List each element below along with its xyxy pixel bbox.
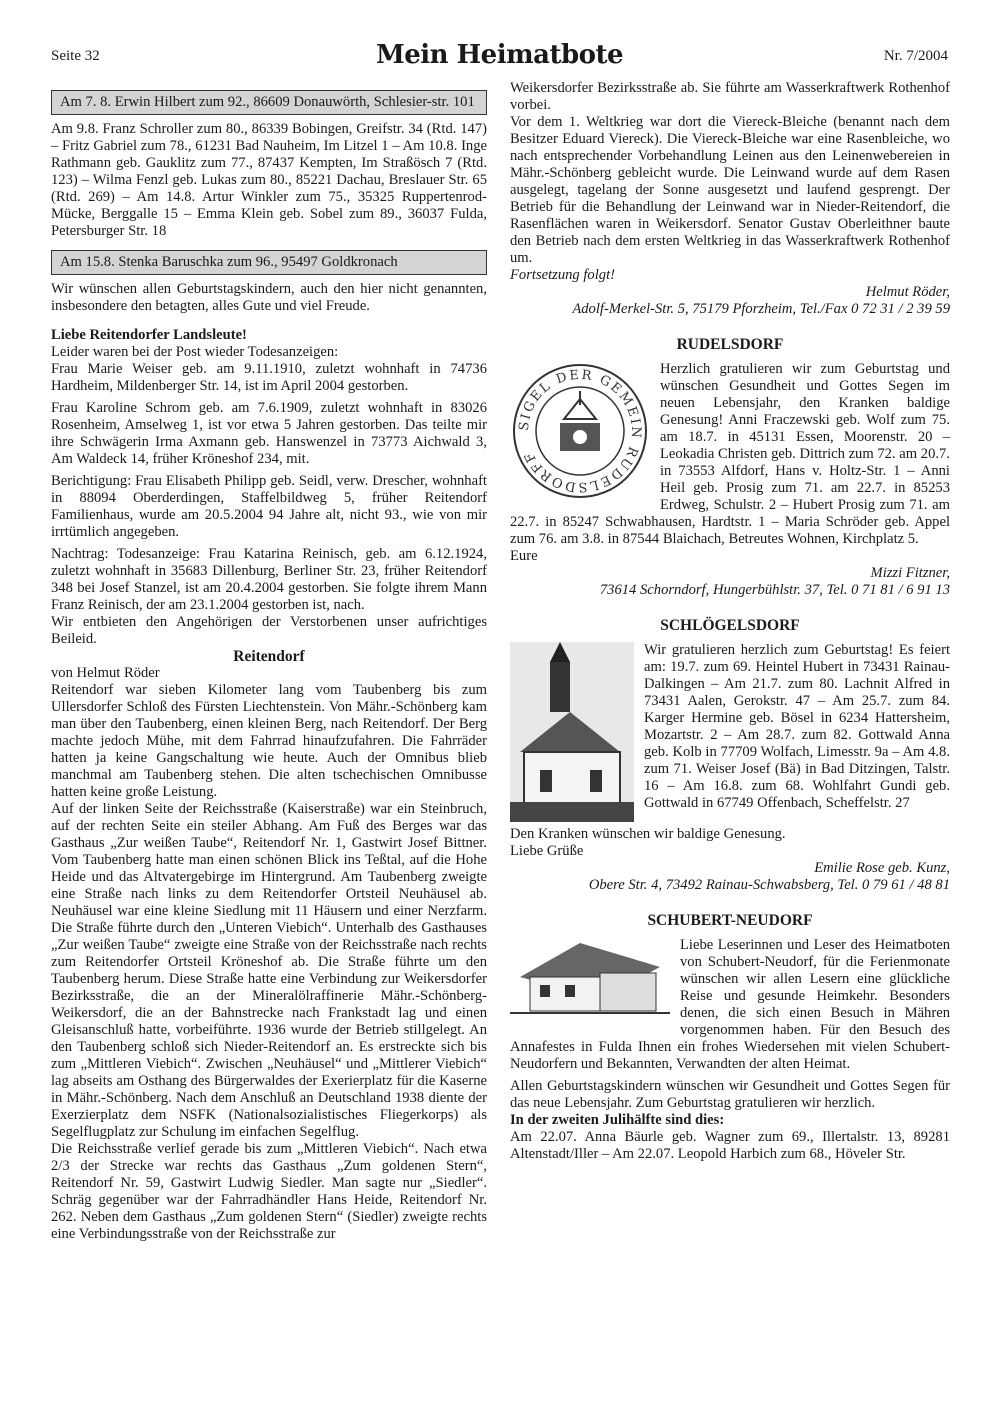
signature-fitzner-name: Mizzi Fitzner, xyxy=(870,565,950,581)
rudelsdorf-seal-image xyxy=(510,361,650,501)
right-column xyxy=(510,80,950,1163)
rudelsdorf-section xyxy=(510,361,950,548)
article-continuation: Weikersdorfer Bezirksstraße ab. Sie führte am Wasserkraftwerk Rothenhof vorbei. xyxy=(510,80,950,113)
bleach-paragraph: Vor dem 1. Weltkrieg war dort die Viereck-Bleiche (benannt nach dem Besitzer Eduard Viereck). Die Viereck-Bleiche war eine Rasenbleiche, wo nach entsprechender Vorbehandlung Leinen aus den Leinenwebereien in Mähr.-Schönberg gebleicht wurde. Die Leinwand wurde auf dem Rasen ausgelegt, tagelang der Sonne ausgesetzt und laufend gesprengt. Der Betrieb für die Behandlung der Leinwand war in Nieder-Reitendorf, die Rasenflächen waren in Weikersdorf. Senator Gustav Oberleithner baute den Betrieb nach dem ersten Weltkrieg in das Wasserkraftwerk Rothenhof um. xyxy=(510,114,950,266)
heading-rudelsdorf: RUDELSDORF xyxy=(676,336,784,353)
heading-schubert-neudorf: SCHUBERT-NEUDORF xyxy=(647,912,813,929)
schloegelsdorf-section xyxy=(510,642,950,826)
correction-note: Berichtigung: Frau Elisabeth Philipp geb. Seidl, verw. Drescher, wohnhaft in 88094 Oberderdingen, Staffelbildweg 5, früher Reitendorf Familienhaus, wurde am 20.5.2004 94 Jahre alt, nicht 93., wie von mir irrtümlich angegeben. xyxy=(51,473,487,540)
get-well-text: Den Kranken wünschen wir baldige Genesung. xyxy=(510,826,786,842)
birthday-last-line: Am 22.07. Anna Bäurle geb. Wagner zum 69., Illertalstr. 13, 89281 Altenstadt/Iller – Am 22.07. Leopold Harbich zum 68., Höveler Str. xyxy=(510,1129,950,1162)
signature-roeder-address: Adolf-Merkel-Str. 5, 75179 Pforzheim, Tel./Fax 0 72 31 / 2 39 59 xyxy=(572,301,950,317)
section-title-reitendorf: Reitendorf xyxy=(233,648,305,665)
schloegelsdorf-text: Wir gratulieren herzlich zum Geburtstag! Es feiert am: 19.7. zum 69. Heintel Hubert in 73431 Rainau-Dalkingen – Am 21.7. zum 80. Lachnit Alfred in 73431 Aalen, Gerokstr. 47 – Am 25.7. zum 84. Karger Hermine geb. Bösel in 6234 Hattersheim, Mozartstr. 2 – Am 28.7. zum 82. Gottwald Anna geb. Kolb in 77709 Wolfach, Limesstr. 9a – Am 4.8. zum 71. Weiser Josef (Bä) in Bad Ditzingen, Talstr. 16 – Am 16.8. zum 68. Wohlfahrt Gundi geb. Gottwald in 67749 Offenbach, Scheffelstr. 27 xyxy=(644,642,950,811)
article-paragraph-1: Reitendorf war sieben Kilometer lang vom Taubenberg bis zum Ullersdorfer Schloß des Fürsten Liechtenstein. Von Mähr.-Schönberg kam man über den Taubenberg, einen kleinen Berg, nach Reitendorf. Der Berg machte jedoch Mühe, mit dem Fahrrad hinaufzufahren. Die Fahrräder hatten ja keine Gangschaltung wie heute. Auch der Omnibus blieb manchmal am Taubenberg stehen. Die alten tschechischen Omnibusse hatten keine große Leistung. xyxy=(51,682,487,800)
church-image xyxy=(510,642,634,822)
wishes-text: Wir wünschen allen Geburtstagskindern, auch den hier nicht genannten, insbesondere den betagten, alles Gute und viel Freude. xyxy=(51,281,487,314)
eure-label: Eure xyxy=(510,548,538,564)
obituary-2: Frau Karoline Schrom geb. am 7.6.1909, zuletzt wohnhaft in 83026 Rosenheim, Amselweg 1, ist vor etwa 5 Jahren gestorben. Das teilte mir ihre Schwägerin Irma Axmann geb. Hanswenzel in 73773 Aichwald 3, Am Waldeck 14, früher Kröneshof 234, mit. xyxy=(51,400,487,467)
obituary-1: Frau Marie Weiser geb. am 9.11.1910, zuletzt wohnhaft in 74736 Hardheim, Mildenberger Str. 14, ist im April 2004 gestorben. xyxy=(51,361,487,394)
signature-fitzner-address: 73614 Schorndorf, Hungerbühlstr. 37, Tel. 0 71 81 / 6 91 13 xyxy=(599,582,950,598)
article-paragraph-3: Die Reichsstraße verlief gerade bis zum „Mittleren Viebich“. Nach etwa 2/3 der Strecke war rechts das Gasthaus „Zum goldenen Stern“, Reitendorf Nr. 59, Gastwirt Ludwig Siedler. Man sagte nur „Siedler“. Schräg gegenüber war der Fahrradhändler Hans Heide, Reitendorf Nr. 262. Neben dem Gasthaus „Zum goldenen Stern“ (Siedler) zweigte rechts eine Verbindungsstraße von der Reichsstraße zur xyxy=(51,1141,487,1242)
schubert-text: Liebe Leserinnen und Leser des Heimatboten von Schubert-Neudorf, für die Ferienmonate wünschen wir allen Lesern eine glückliche Reise und gesunde Heimkehr. Besonders denen, die sich einen Besuch in Mähren vorgenommen haben. Für den Besuch des Annafestes in Fulda Ihnen ein frohes Wiedersehen mit vielen Schubert-Neudorfern und Bekannten, Verwandten der alten Heimat. xyxy=(510,937,950,1072)
birthday-list: Am 9.8. Franz Schroller zum 80., 86339 Bobingen, Greifstr. 34 (Rtd. 147) – Fritz Gabriel zum 78., 61231 Bad Nauheim, Im Litzel 1 – Am 10.8. Inge Rathmann geb. Gauklitz zum 77., 87437 Kempten, Im Straßösch 7 (Rtd. 123) – Wilma Fenzl geb. Lukas zum 80., 85221 Dachau, Breslauer Str. 65 (Rtd. 269) – Am 14.8. Artur Winkler zum 75., 35325 Ruppertenrod-Mücke, Berggalle 15 – Emma Klein geb. Sobel zum 89., 36037 Fulda, Petersburger Str. 18 xyxy=(51,121,487,239)
masthead-title: Mein Heimatbote xyxy=(375,40,624,70)
greeting: Liebe Reitendorfer Landsleute! xyxy=(51,327,247,343)
birthday-box-1: Am 7. 8. Erwin Hilbert zum 92., 86609 Donauwörth, Schlesier-str. 101 xyxy=(51,90,487,115)
schubert-birthday-wish: Allen Geburtstagskindern wünschen wir Gesundheit und Gottes Segen für das neue Lebensjahr. Zum Geburtstag gratulieren wir herzlich. xyxy=(510,1078,950,1111)
schubert-section xyxy=(510,937,950,1073)
page-number: Seite 32 xyxy=(51,48,100,64)
farmhouse-image xyxy=(510,937,670,1019)
signature-rose-name: Emilie Rose geb. Kunz, xyxy=(814,860,950,876)
obituary-intro: Leider waren bei der Post wieder Todesanzeigen: xyxy=(51,344,339,360)
second-half-heading: In der zweiten Julihälfte sind dies: xyxy=(510,1112,725,1128)
byline: von Helmut Röder xyxy=(51,665,160,681)
heading-schloegelsdorf: SCHLÖGELSDORF xyxy=(660,617,800,634)
continuation-note: Fortsetzung folgt! xyxy=(510,267,615,283)
greetings-label: Liebe Grüße xyxy=(510,843,584,859)
left-column xyxy=(51,80,487,1243)
birthday-box-2: Am 15.8. Stenka Baruschka zum 96., 95497 Goldkronach xyxy=(51,250,487,275)
page-header xyxy=(51,40,948,72)
rudelsdorf-text: Herzlich gratulieren wir zum Geburtstag und wünschen Gesundheit und Gottes Segen im neuen Lebensjahr, den Kranken baldige Genesung! Anni Fraczewski geb. Wolf zum 75. am 18.7. in 45131 Essen, Moorenstr. 20 – Leokadia Christen geb. Dittrich zum 72. am 20.7. in 73553 Alfdorf, Hans v. Holtz-Str. 1 – Anni Heil geb. Prosig zum 71. am 22.7. in 85253 Erdweg, Schulstr. 2 – Hubert Prosig zum 71. am 22.7. in 85247 Schwabhausen, Hardtstr. 1 – Maria Schröder geb. Appel zum 76. am 3.8. in 87544 Blaichach, Betreutes Wohnen, Kirchplatz 5. xyxy=(510,361,950,547)
signature-roeder-name: Helmut Röder, xyxy=(865,284,950,300)
signature-rose-address: Obere Str. 4, 73492 Rainau-Schwabsberg, Tel. 0 79 61 / 48 81 xyxy=(588,877,950,893)
addendum-note: Nachtrag: Todesanzeige: Frau Katarina Reinisch, geb. am 6.12.1924, zuletzt wohnhaft in 35683 Dillenburg, Berliner Str. 23, früher Reitendorf 348 bei Josef Stanzel, ist am 20.4.2004 gestorben. Sie folgte ihrem Mann Franz Reinisch, der am 23.1.2004 gestorben ist, nach. xyxy=(51,546,487,613)
seal-lettering: SIGEL DER GEMEIN RUDELSDORFF xyxy=(516,367,644,495)
article-paragraph-2: Auf der linken Seite der Reichsstraße (Kaiserstraße) war ein Steinbruch, auf der rechten Seite ein steiler Abhang. Am Fuß des Berges war das Gasthaus „Zur weißen Taube“, Reitendorf Nr. 1, Gastwirt Josef Bittner. Vom Taubenberg hatte man einen schönen Blick ins Teßtal, auf die Hohe Heide und das Altvatergebirge im Hintergrund. Am Taubenberg zweigte eine Straße nach links zu dem Reitendorfer Ortsteil Neuhäusel ab. Neuhäusel war eine kleine Siedlung mit 11 Häusern und einer Nerzfarm. Die Straße führte durch den „Unteren Viebich“. Unterhalb des Gasthauses „Zur weißen Taube“ zweigte eine Straße von der Reichsstraße nach rechts zum Reitendorfer Ortsteil Kröneshof ab. Die Straße führte um den Taubenberg herum. Diese Straße hatte eine Verbindung zur Weikersdorfer Bezirksstraße, die an der Mineralölraffinerie Mähr.-Schönberg-Weikersdorf, die an der Bahnstrecke nach Frankstadt lag und einen Gleisanschluß hatte, vorbeiführte. 1936 wurde der Betrieb stillgelegt. An den Taubenberg schloß sich Nieder-Reitendorf an. Es erstreckte sich bis zum „Mittleren Viebich“. Zwischen „Neuhäusel“ und „Mittlerer Viebich“ lag abseits am Osthang des Bürgerwaldes der Exerierplatz für die Kaserne in Mähr.-Schönberg. Nach dem Anschluß an Deutschland 1938 diente der Exerzierplatz dem NSFK (Nationalsozialistisches Fliegerkorps) als Segelflugplatz zur Schulung im einfachen Segelflug. xyxy=(51,801,487,1140)
condolence-text: Wir entbieten den Angehörigen der Verstorbenen unser aufrichtiges Beileid. xyxy=(51,614,487,647)
issue-number: Nr. 7/2004 xyxy=(883,48,948,64)
